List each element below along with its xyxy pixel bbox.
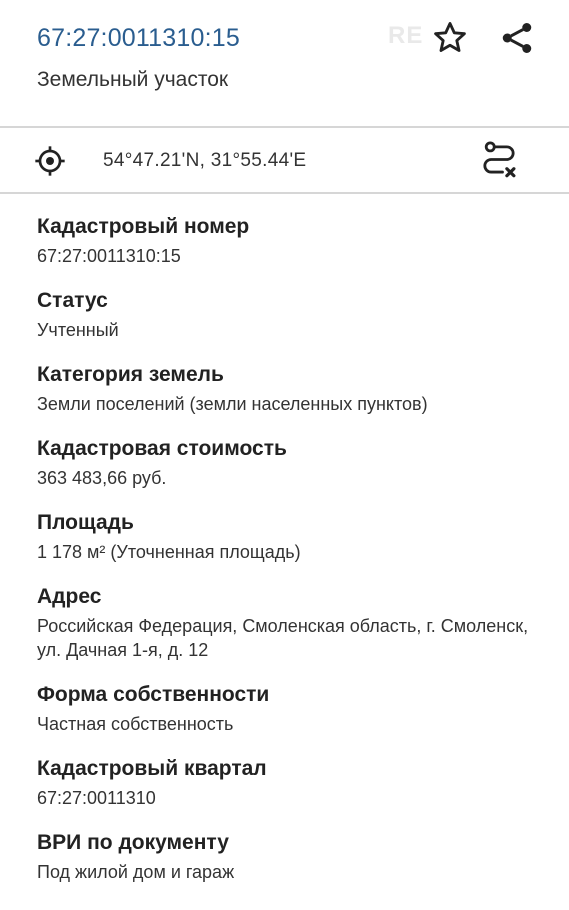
field-label: Кадастровый номер [37, 215, 250, 238]
crosshair-icon[interactable] [34, 145, 66, 177]
field-label: Статус [37, 289, 108, 312]
star-outline-icon [431, 19, 469, 57]
field-ownership [37, 682, 539, 736]
field-cadastral-number [37, 214, 539, 268]
field-status [37, 288, 539, 342]
coordinates-row [0, 128, 569, 192]
field-value: Учтенный [37, 320, 119, 340]
field-label: Категория земель [37, 363, 224, 386]
field-address [37, 584, 539, 662]
header [0, 0, 569, 126]
field-value: Частная собственность [37, 714, 234, 734]
field-permitted-use [37, 830, 539, 884]
field-value: Под жилой дом и гараж [37, 862, 235, 882]
field-value: 67:27:0011310 [37, 788, 156, 808]
field-value: 1 178 м² (Уточненная площадь) [37, 542, 301, 562]
details-list [37, 214, 539, 904]
field-value: 363 483,66 руб. [37, 468, 167, 488]
field-label: Кадастровая стоимость [37, 437, 287, 460]
route-clear-icon[interactable] [478, 139, 520, 181]
page-title: 67:27:0011310:15 [37, 24, 240, 52]
field-land-category [37, 362, 539, 416]
share-button[interactable] [497, 18, 537, 58]
field-cadastral-quarter [37, 756, 539, 810]
field-cadastral-value [37, 436, 539, 490]
field-label: Адрес [37, 585, 102, 608]
coordinates-text: 54°47.21'N, 31°55.44'E [103, 150, 307, 171]
field-value: Земли поселений (земли населенных пунктов) [37, 394, 428, 414]
page-subtitle: Земельный участок [37, 68, 229, 91]
field-area [37, 510, 539, 564]
field-value: Российская Федерация, Смоленская область, г. Смоленск, ул. Дачная 1-я, д. 12 [37, 616, 529, 660]
field-label: Кадастровый квартал [37, 757, 267, 780]
watermark-logo: RE [388, 22, 424, 49]
field-label: ВРИ по документу [37, 831, 229, 854]
field-label: Форма собственности [37, 683, 270, 706]
divider [0, 192, 569, 194]
favorite-button[interactable] [430, 18, 470, 58]
field-label: Площадь [37, 511, 134, 534]
field-value: 67:27:0011310:15 [37, 246, 181, 266]
share-icon [499, 20, 535, 56]
